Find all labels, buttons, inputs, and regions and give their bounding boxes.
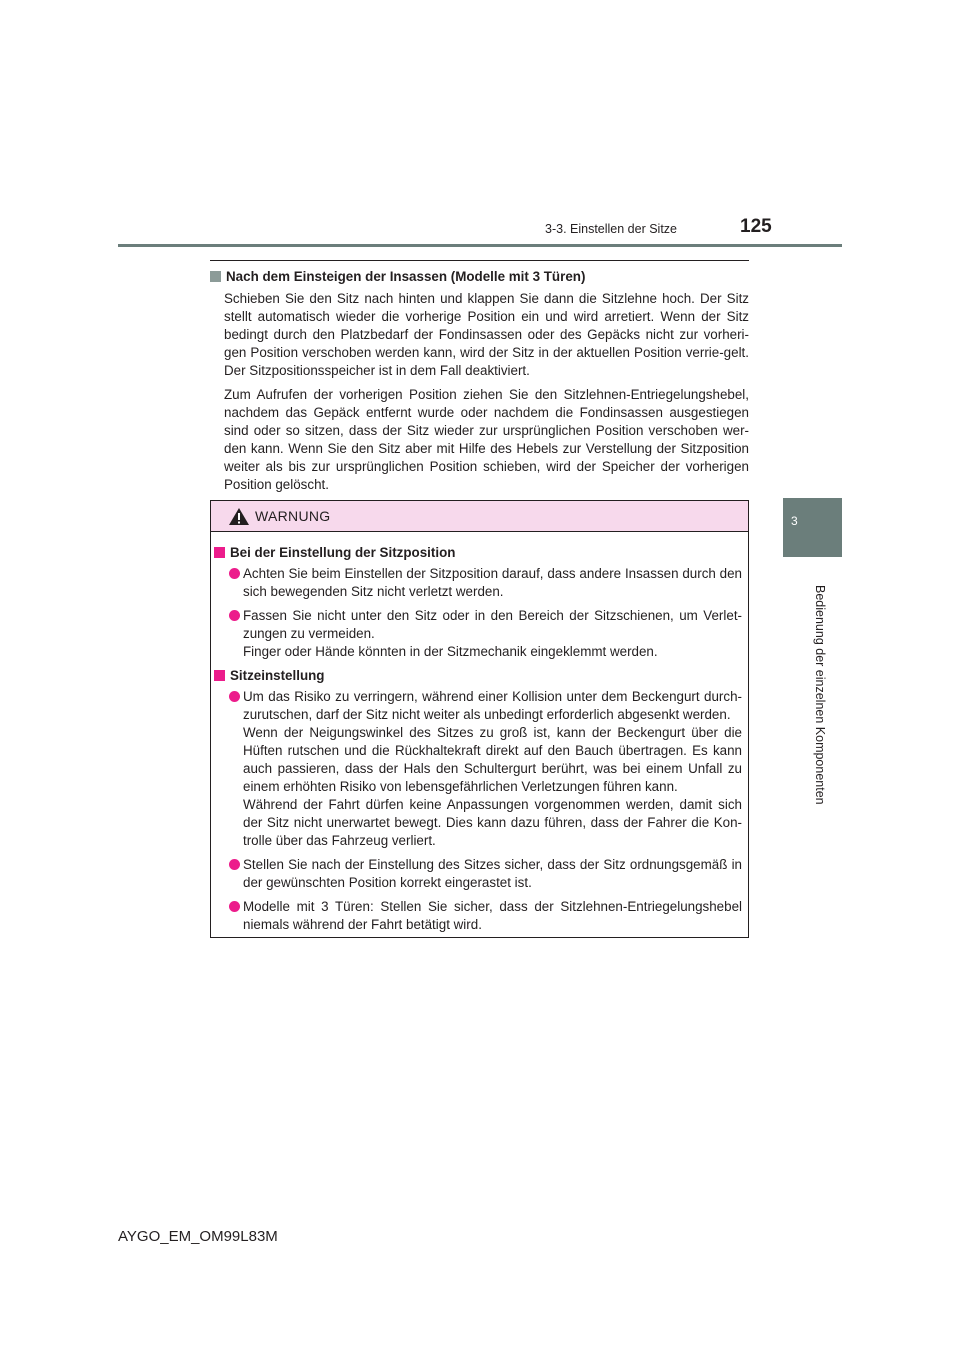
content-divider — [210, 260, 749, 261]
page-number: 125 — [740, 216, 772, 237]
section-heading — [210, 268, 749, 286]
warning-subheading: Sitzeinstellung — [214, 667, 742, 685]
warning-item: Achten Sie beim Einstellen der Sitzposition darauf, dass andere Insassen durch den sich bewegenden Sitz nicht verletzt werden. — [214, 565, 742, 601]
header-divider — [118, 244, 842, 247]
warning-subheading: Bei der Einstellung der Sitzposition — [214, 544, 742, 562]
round-bullet-icon — [229, 610, 240, 621]
warning-header — [211, 501, 748, 532]
body-paragraph: Schieben Sie den Sitz nach hinten und klappen Sie dann die Sitzlehne hoch. Der Sitz stellt automatisch wieder die vorherige Position ein und wird arretiert. Wenn der Sitz bedingt durch den Platzbedarf der Fondinsassen oder des Gepäcks nicht zur vorheri-gen Position verschoben werden kann, wird der Sitz in der aktuellen Position verrie-gelt. Der Sitzpositionsspeicher ist in dem Fall deaktiviert. — [224, 291, 749, 378]
footer-doc-code: AYGO_EM_OM99L83M — [118, 1228, 278, 1245]
warning-triangle-icon — [228, 507, 250, 526]
warning-title: WARNUNG — [255, 508, 331, 524]
round-bullet-icon — [229, 568, 240, 579]
chapter-tab — [783, 498, 842, 557]
warning-item: Um das Risiko zu verringern, während einer Kollision unter dem Beckengurt durch-zurutschen, darf der Sitz nicht weiter als unbedingt erforderlich abgesenkt werden. Wenn der Neigungswinkel des Sitzes zu groß ist, kann der Beckengurt über die Hüften rutschen und die Rückhaltekraft direkt auf den Bauch übertragen. Es kann auch passieren, dass der Hals den Schultergurt berührt, was bei einem Unfall zu einem erhöhten Risiko von lebensgefährlichen Verletzungen führen kann. Während der Fahrt dürfen keine Anpassungen vorgenommen werden, damit sich der Sitz nicht unerwartet bewegt. Dies kann dazu führen, dass der Fahrer die Kon-trolle über das Fahrzeug verliert. — [214, 688, 742, 850]
section-heading-text: Nach dem Einsteigen der Insassen (Modelle mit 3 Türen) — [226, 269, 586, 284]
warning-item: Modelle mit 3 Türen: Stellen Sie sicher, dass der Sitzlehnen-Entriegelungshebel niemals während der Fahrt betätigt wird. — [214, 898, 742, 934]
round-bullet-icon — [229, 901, 240, 912]
chapter-number: 3 — [791, 514, 798, 528]
round-bullet-icon — [229, 859, 240, 870]
warning-body — [211, 532, 748, 934]
square-bullet-icon — [210, 271, 221, 282]
square-bullet-icon — [214, 547, 225, 558]
main-content — [210, 268, 749, 500]
warning-box — [210, 500, 749, 938]
square-bullet-icon — [214, 670, 225, 681]
warning-item: Fassen Sie nicht unter den Sitz oder in den Bereich der Sitzschienen, um Verlet-zungen zu vermeiden. Finger oder Hände könnten in der Sitzmechanik eingeklemmt werden. — [214, 607, 742, 661]
body-paragraph: Zum Aufrufen der vorherigen Position ziehen Sie den Sitzlehnen-Entriegelungshebel, nachdem das Gepäck entfernt wurde oder nachdem die Fondinsassen ausgestiegen sind oder so sitzen, dass der Sitz wieder zur ursprünglichen Position verschoben wer-den kann. Wenn Sie den Sitz aber mit Hilfe des Hebels zur Verstellung der Sitzposition weiter als bis zur ursprünglichen Position schieben, wird der Speicher der vorherigen Position gelöscht. — [224, 387, 749, 492]
warning-item: Stellen Sie nach der Einstellung des Sitzes sicher, dass der Sitz ordnungsgemäß in der gewünschten Position korrekt eingerastet ist. — [214, 856, 742, 892]
round-bullet-icon — [229, 691, 240, 702]
chapter-title-vertical: Bedienung der einzelnen Komponenten — [813, 585, 827, 805]
header-section-title: 3-3. Einstellen der Sitze — [545, 222, 678, 236]
